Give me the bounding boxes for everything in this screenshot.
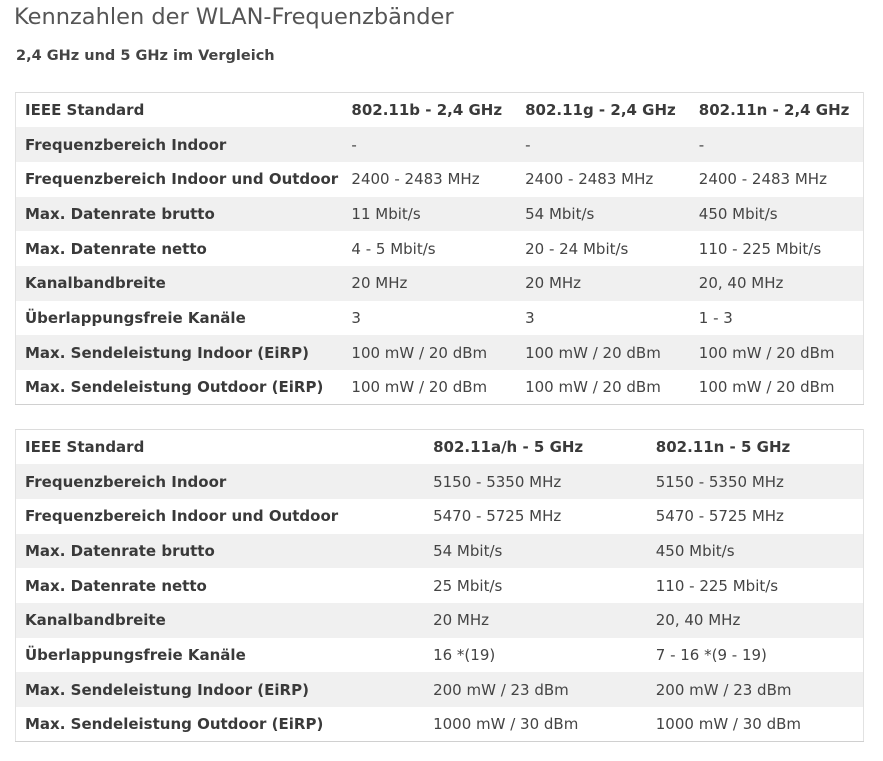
table-cell: 1000 mW / 30 dBm	[655, 715, 802, 734]
table-cell: 100 mW / 20 dBm	[698, 343, 835, 362]
table-cell: 1 - 3	[698, 308, 733, 327]
column-header: 802.11n - 5 GHz	[655, 438, 791, 457]
column-header: 802.11b - 2,4 GHz	[351, 101, 503, 120]
table-cell: 3	[525, 308, 535, 327]
table-row	[16, 672, 864, 707]
column-header: 802.11a/h - 5 GHz	[433, 438, 584, 457]
table-cell: 2400 - 2483 MHz	[351, 170, 480, 189]
table-2-4-ghz	[15, 92, 864, 405]
table-row	[16, 266, 864, 301]
table-cell: 100 mW / 20 dBm	[525, 378, 661, 397]
table-cell: -	[525, 135, 531, 154]
page-title: Kennzahlen der WLAN-Frequenzbänder	[14, 4, 454, 30]
table-row	[16, 464, 864, 499]
table-cell: 1000 mW / 30 dBm	[433, 715, 579, 734]
table-cell: -	[351, 135, 357, 154]
table-cell: 100 mW / 20 dBm	[525, 343, 661, 362]
table-cell: 100 mW / 20 dBm	[698, 378, 835, 397]
table-row	[16, 534, 864, 569]
table-row	[16, 638, 864, 673]
table-cell: 20 MHz	[433, 611, 490, 630]
column-header: 802.11g - 2,4 GHz	[525, 101, 676, 120]
table-cell: 110 - 225 Mbit/s	[655, 576, 779, 595]
table-cell: 3	[351, 308, 361, 327]
table-cell: 54 Mbit/s	[433, 541, 503, 560]
table-cell: 20, 40 MHz	[655, 611, 741, 630]
table-cell: 11 Mbit/s	[351, 204, 421, 223]
table-cell: -	[698, 135, 705, 154]
table-row	[16, 603, 864, 638]
table-row	[16, 499, 864, 534]
table-cell: 16 *(19)	[433, 645, 496, 664]
table-row	[16, 127, 864, 162]
row-label: Frequenzbereich Indoor und Outdoor	[25, 170, 339, 189]
row-label: Max. Datenrate netto	[25, 239, 207, 258]
row-label: Max. Datenrate brutto	[25, 541, 215, 560]
table-cell: 2400 - 2483 MHz	[698, 170, 827, 189]
row-label: Frequenzbereich Indoor und Outdoor	[25, 507, 339, 526]
column-header: IEEE Standard	[25, 438, 145, 457]
table-cell: 7 - 16 *(9 - 19)	[655, 645, 767, 664]
table-cell: 20 - 24 Mbit/s	[525, 239, 629, 258]
table-cell: 450 Mbit/s	[655, 541, 735, 560]
table-row	[16, 197, 864, 232]
row-label: Max. Datenrate netto	[25, 576, 207, 595]
row-label: Max. Sendeleistung Indoor (EiRP)	[25, 680, 309, 699]
row-label: Kanalbandbreite	[25, 611, 166, 630]
row-label: Max. Sendeleistung Outdoor (EiRP)	[25, 378, 324, 397]
column-header: IEEE Standard	[25, 101, 145, 120]
row-label: Kanalbandbreite	[25, 274, 166, 293]
table-cell: 2400 - 2483 MHz	[525, 170, 654, 189]
table-cell: 100 mW / 20 dBm	[351, 343, 488, 362]
table-header-row	[16, 430, 864, 465]
table-cell: 200 mW / 23 dBm	[655, 680, 792, 699]
table-cell: 5150 - 5350 MHz	[655, 472, 784, 491]
row-label: Frequenzbereich Indoor	[25, 472, 227, 491]
table-cell: 20 MHz	[525, 274, 582, 293]
table-cell: 200 mW / 23 dBm	[433, 680, 569, 699]
table-cell: 54 Mbit/s	[525, 204, 595, 223]
row-label: Überlappungsfreie Kanäle	[25, 645, 246, 664]
table-cell: 20 MHz	[351, 274, 408, 293]
row-label: Max. Sendeleistung Outdoor (EiRP)	[25, 715, 324, 734]
table-cell: 25 Mbit/s	[433, 576, 503, 595]
row-label: Max. Sendeleistung Indoor (EiRP)	[25, 343, 309, 362]
table-cell: 110 - 225 Mbit/s	[698, 239, 822, 258]
row-label: Überlappungsfreie Kanäle	[25, 308, 246, 327]
table-row	[16, 162, 864, 197]
page-subtitle: 2,4 GHz und 5 GHz im Vergleich	[16, 48, 275, 64]
row-label: Frequenzbereich Indoor	[25, 135, 227, 154]
row-label: Max. Datenrate brutto	[25, 204, 215, 223]
table-row	[16, 301, 864, 336]
table-row	[16, 568, 864, 603]
table-cell: 5470 - 5725 MHz	[433, 507, 562, 526]
table-cell: 450 Mbit/s	[698, 204, 778, 223]
table-cell: 20, 40 MHz	[698, 274, 784, 293]
table-row	[16, 231, 864, 266]
table-cell: 5150 - 5350 MHz	[433, 472, 562, 491]
column-header: 802.11n - 2,4 GHz	[698, 101, 850, 120]
table-row	[16, 370, 864, 405]
table-cell: 100 mW / 20 dBm	[351, 378, 488, 397]
table-header-row	[16, 93, 864, 128]
table-row	[16, 335, 864, 370]
table-cell: 5470 - 5725 MHz	[655, 507, 784, 526]
table-cell: 4 - 5 Mbit/s	[351, 239, 436, 258]
table-5-ghz	[15, 429, 864, 742]
table-row	[16, 707, 864, 742]
